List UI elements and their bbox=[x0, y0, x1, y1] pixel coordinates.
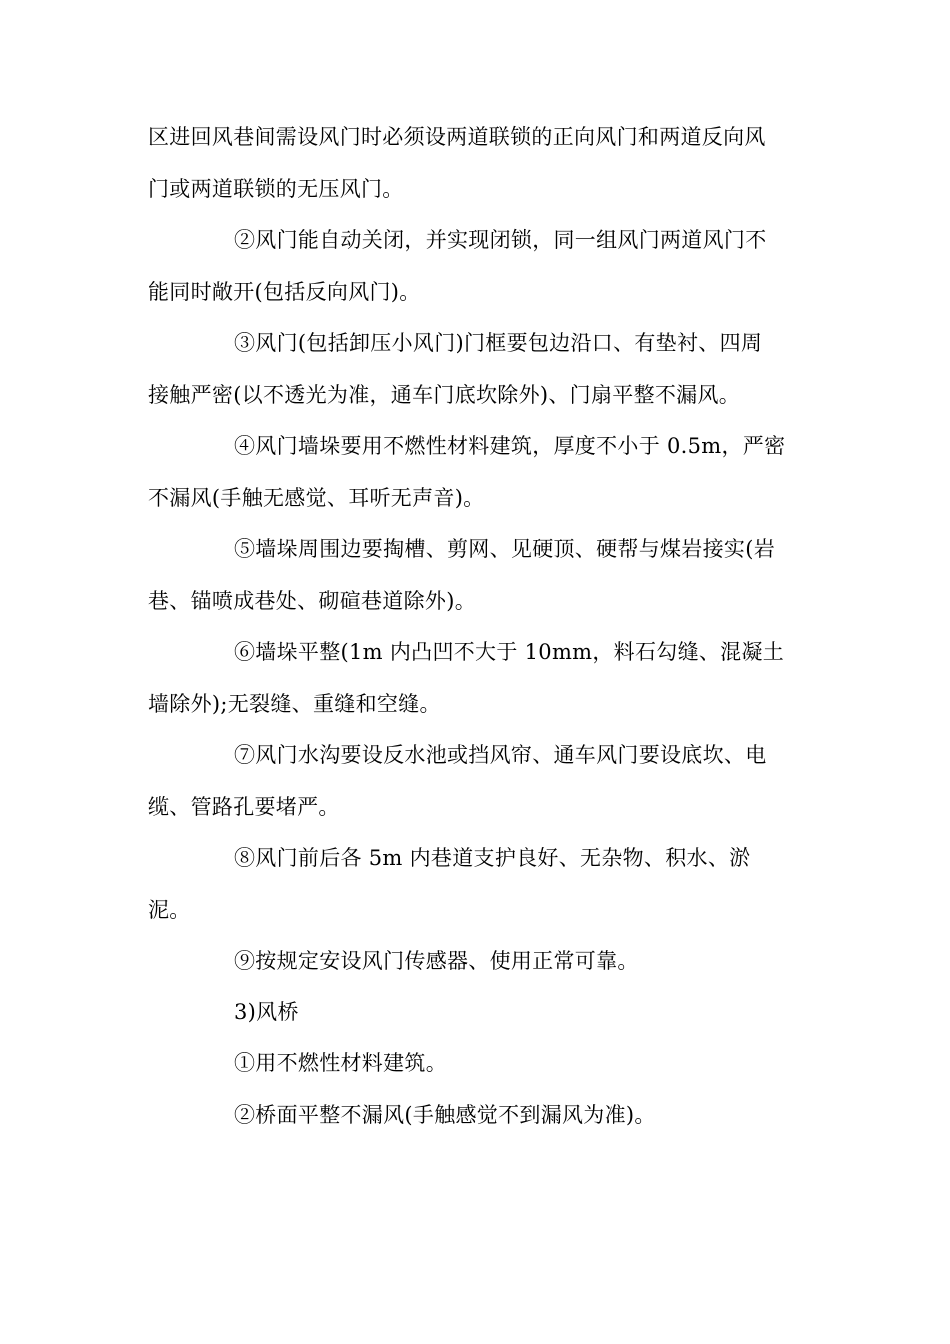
text-line: 不漏风(手触无感觉、耳听无声音)。 bbox=[148, 486, 485, 510]
section-heading: 3)风桥 bbox=[234, 1000, 299, 1024]
text-line: ③风门(包括卸压小风门)门框要包边沿口、有垫衬、四周 bbox=[234, 331, 763, 355]
text-line: 泥。 bbox=[148, 898, 191, 922]
text-line: 接触严密(以不透光为准，通车门底坎除外)、门扇平整不漏风。 bbox=[148, 383, 741, 407]
text-line: ①用不燃性材料建筑。 bbox=[234, 1051, 447, 1075]
text-line: ②风门能自动关闭，并实现闭锁，同一组风门两道风门不 bbox=[234, 228, 767, 252]
text-line: 区进回风巷间需设风门时必须设两道联锁的正向风门和两道反向风 bbox=[148, 125, 766, 149]
text-line: ⑥墙垛平整(1m 内凸凹不大于 10mm，料石勾缝、混凝土 bbox=[234, 640, 785, 664]
text-line: 门或两道联锁的无压风门。 bbox=[148, 177, 404, 201]
text-line: ②桥面平整不漏风(手触感觉不到漏风为准)。 bbox=[234, 1103, 656, 1127]
text-line: ⑦风门水沟要设反水池或挡风帘、通车风门要设底坎、电 bbox=[234, 743, 767, 767]
text-line: 缆、管路孔要堵严。 bbox=[148, 795, 340, 819]
text-line: ④风门墙垛要用不燃性材料建筑，厚度不小于 0.5m，严密 bbox=[234, 434, 786, 458]
text-line: ⑤墙垛周围边要掏槽、剪网、见硬顶、硬帮与煤岩接实(岩 bbox=[234, 537, 775, 561]
text-line: 能同时敞开(包括反向风门)。 bbox=[148, 280, 421, 304]
text-line: 巷、锚喷成巷处、砌碹巷道除外)。 bbox=[148, 589, 476, 613]
text-line: ⑨按规定安设风门传感器、使用正常可靠。 bbox=[234, 949, 639, 973]
text-line: 墙除外);无裂缝、重缝和空缝。 bbox=[148, 692, 441, 716]
text-line: ⑧风门前后各 5m 内巷道支护良好、无杂物、积水、淤 bbox=[234, 846, 751, 870]
